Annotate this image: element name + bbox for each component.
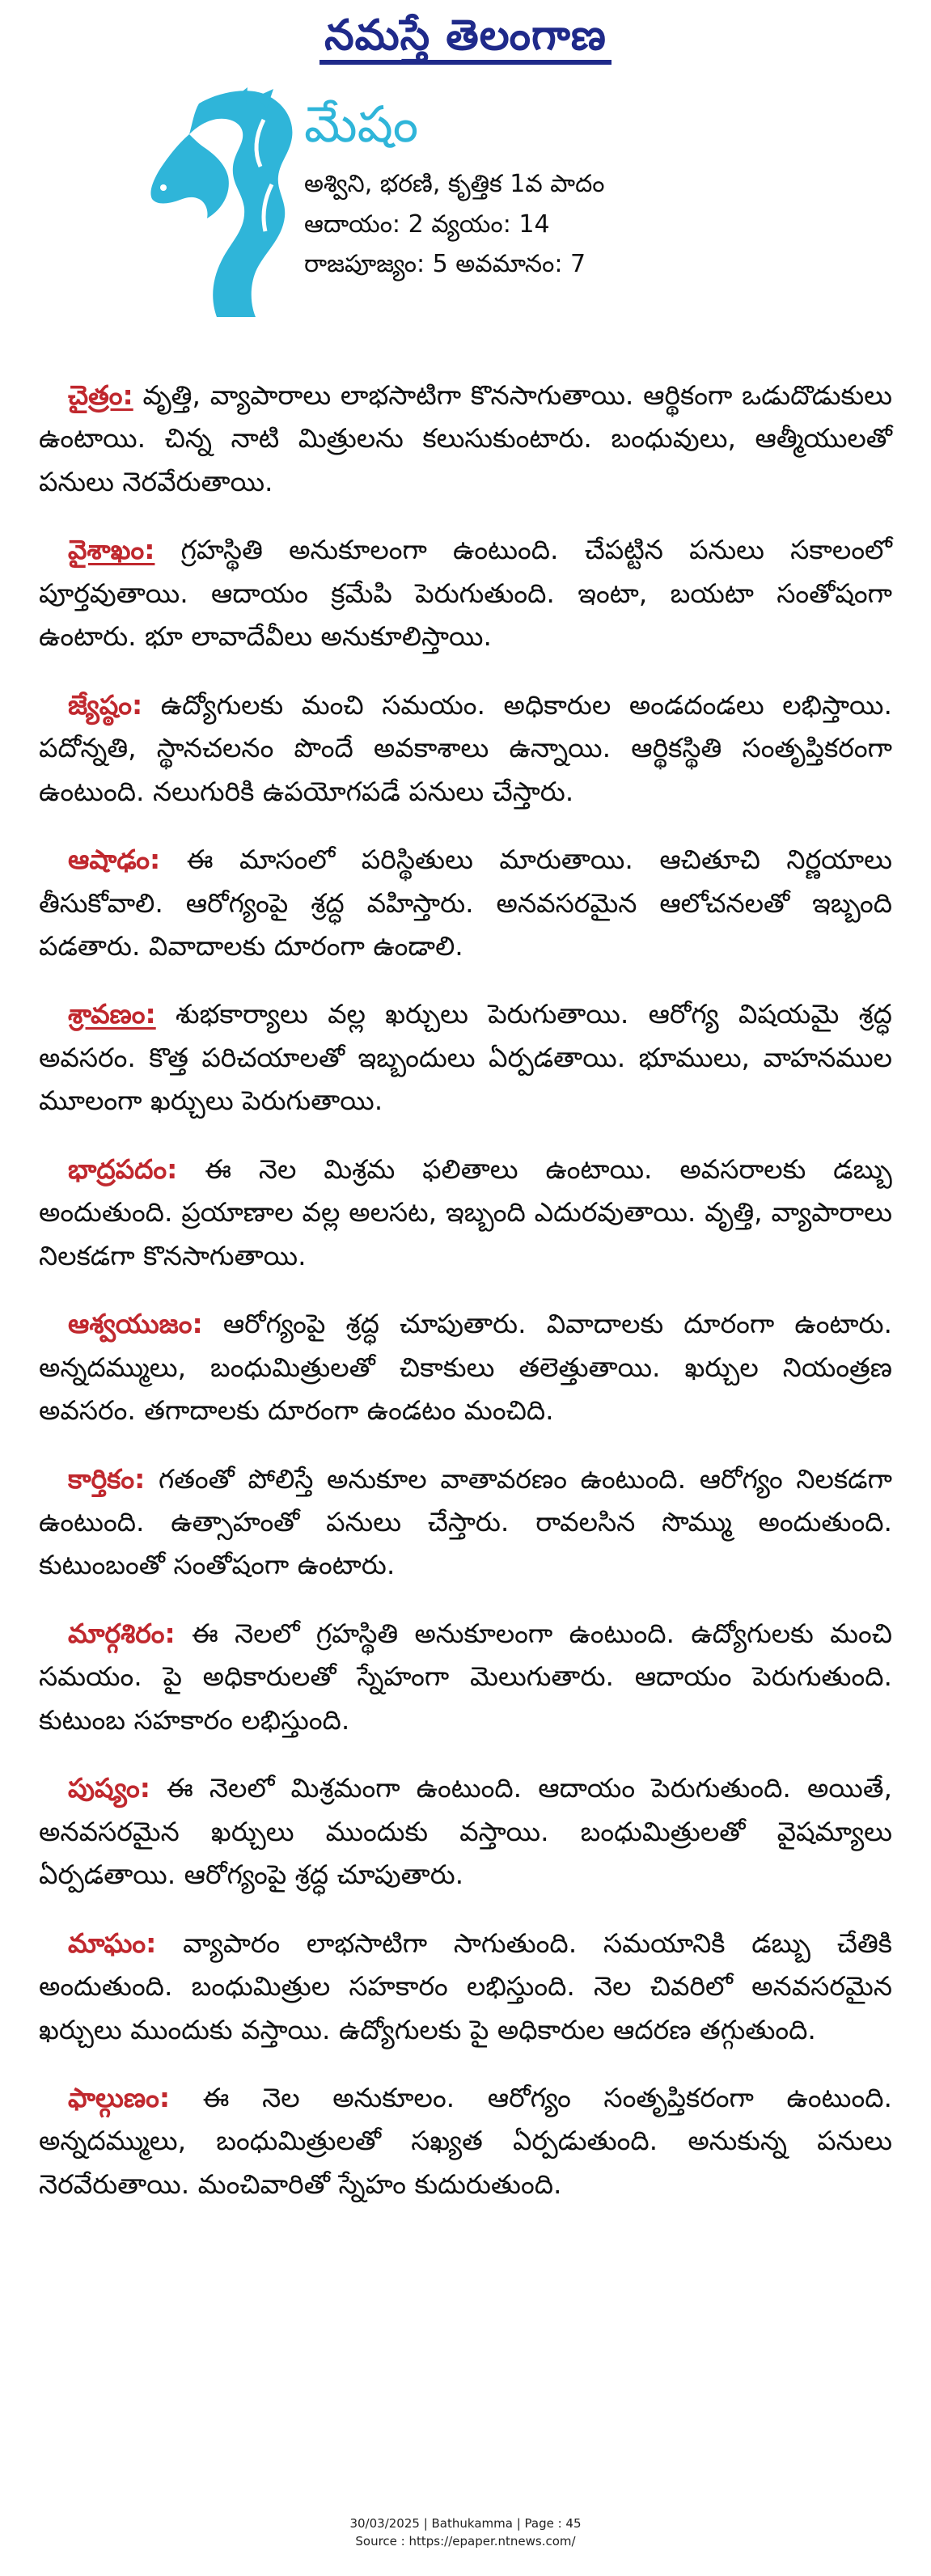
honor-insult-line: రాజపూజ్యం: 5 అవమానం: 7 (304, 250, 586, 279)
month-label: కార్తికం: (68, 1462, 146, 1495)
month-label: శ్రావణం: (68, 998, 156, 1030)
month-text: ఈ నెల అనుకూలం. ఆరోగ్యం సంతృప్తికరంగా ఉంటుంది. అన్నదమ్ములు, బంధుమిత్రులతో సఖ్యత ఏర్పడుతుంది. అనుకున్న పనులు నెరవేరుతాయి. మంచివారితో స్నేహం కుదురుతుంది. (39, 2081, 892, 2200)
masthead (0, 0, 931, 78)
month-text: గ్రహస్థితి అనుకూలంగా ఉంటుంది. చేపట్టిన పనులు సకాలంలో పూర్తవుతాయి. ఆదాయం క్రమేపి పెరుగుతుంది. ఇంటా, బయటా సంతోషంగా ఉంటారు. భూ లావాదేవీలు అనుకూలిస్తాయి. (39, 534, 893, 653)
month-paragraph-margashiram (39, 1612, 892, 1741)
month-paragraph-ashadham (39, 838, 892, 967)
month-text: ఉద్యోగులకు మంచి సమయం. అధికారుల అండదండలు లభిస్తాయి. పదోన్నతి, స్థానచలనం పొందే అవకాశాలు ఉన్నాయి. ఆర్థికస్థితి సంతృప్తికరంగా ఉంటుంది. నలుగురికి ఉపయోగపడే పనులు చేస్తారు. (39, 688, 892, 807)
month-paragraph-shravanam (39, 992, 892, 1122)
month-text: ఈ నెలలో మిశ్రమంగా ఉంటుంది. ఆదాయం పెరుగుతుంది. అయితే, అనవసరమైన ఖర్చులు ముందుకు వస్తాయి. బంధుమిత్రులతో వైషమ్యాలు ఏర్పడతాయి. ఆరోగ్యంపై శ్రద్ధ చూపుతారు. (39, 1772, 892, 1891)
month-label: జ్యేష్ఠం: (68, 688, 143, 721)
month-paragraph-phalgunam (39, 2076, 892, 2206)
month-paragraph-karthikam (39, 1457, 892, 1587)
horse-head-icon (142, 87, 304, 322)
month-paragraph-pushyam (39, 1766, 892, 1896)
zodiac-sign-title: మేషం (304, 95, 419, 154)
page-footer (0, 2515, 931, 2551)
month-text: వ్యాపారం లాభసాటిగా సాగుతుంది. సమయానికి డబ్బు చేతికి అందుతుంది. బంధుమిత్రుల సహకారం లభిస్తుంది. నెల చివరిలో అనవసరమైన ఖర్చులు ముందుకు వస్తాయి. ఉద్యోగులకు పై అధికారుల ఆదరణ తగ్గుతుంది. (39, 1927, 892, 2045)
month-label: ఆశ్వయుజం: (68, 1308, 203, 1340)
month-label: వైశాఖం: (68, 534, 155, 566)
month-paragraph-chaitram (39, 374, 892, 503)
month-text: శుభకార్యాలు వల్ల ఖర్చులు పెరుగుతాయి. ఆరోగ్య విషయమై శ్రద్ధ అవసరం. కొత్త పరిచయాలతో ఇబ్బందులు ఏర్పడతాయి. భూములు, వాహనముల మూలంగా ఖర్చులు పెరుగుతాయి. (39, 998, 892, 1117)
month-label: పుష్యం: (68, 1772, 150, 1804)
month-text: ఆరోగ్యంపై శ్రద్ధ చూపుతారు. వివాదాలకు దూరంగా ఉంటారు. అన్నదమ్ములు, బంధుమిత్రులతో చికాకులు తలెత్తుతాయి. ఖర్చుల నియంత్రణ అవసరం. తగాదాలకు దూరంగా ఉండటం మంచిది. (39, 1308, 892, 1427)
income-expense-line: ఆదాయం: 2 వ్యయం: 14 (304, 209, 550, 239)
footer-date-page: 30/03/2025 | Bathukamma | Page : 45 (349, 2516, 582, 2531)
zodiac-header (142, 87, 773, 330)
monthly-predictions (39, 374, 892, 2231)
nakshatra-line: అశ్విని, భరణి, కృత్తిక 1వ పాదం (304, 170, 605, 199)
newspaper-logo-title: నమస్తే తెలంగాణ (320, 13, 611, 64)
month-label: చైత్రం: (68, 379, 133, 411)
month-text: ఈ నెలలో గ్రహస్థితి అనుకూలంగా ఉంటుంది. ఉద్యోగులకు మంచి సమయం. పై అధికారులతో స్నేహంగా మెలుగుతారు. ఆదాయం పెరుగుతుంది. కుటుంబ సహకారం లభిస్తుంది. (39, 1617, 892, 1736)
footer-source: Source : https://epaper.ntnews.com/ (355, 2533, 576, 2549)
sign-details (304, 95, 757, 285)
month-label: భాద్రపదం: (68, 1153, 178, 1185)
month-label: ఆషాఢం: (68, 844, 161, 876)
month-paragraph-bhadrapadam (39, 1148, 892, 1277)
month-label: ఫాల్గుణం: (68, 2081, 171, 2113)
month-paragraph-ashwayujam (39, 1302, 892, 1432)
month-paragraph-jyeshtham (39, 683, 892, 813)
month-text: గతంతో పోలిస్తే అనుకూల వాతావరణం ఉంటుంది. ఆరోగ్యం నిలకడగా ఉంటుంది. ఉత్సాహంతో పనులు చేస్తారు. రావలసిన సొమ్ము అందుతుంది. కుటుంబంతో సంతోషంగా ఉంటారు. (39, 1462, 892, 1581)
month-text: ఈ నెల మిశ్రమ ఫలితాలు ఉంటాయి. అవసరాలకు డబ్బు అందుతుంది. ప్రయాణాల వల్ల అలసట, ఇబ్బంది ఎదురవుతాయి. వృత్తి, వ్యాపారాలు నిలకడగా కొనసాగుతాయి. (39, 1153, 892, 1271)
month-label: మార్గశిరం: (68, 1617, 176, 1649)
month-label: మాఘం: (68, 1927, 157, 1959)
month-paragraph-magham (39, 1922, 892, 2051)
month-paragraph-vaishakham (39, 528, 892, 658)
month-text: ఈ మాసంలో పరిస్థితులు మారుతాయి. ఆచితూచి నిర్ణయాలు తీసుకోవాలి. ఆరోగ్యంపై శ్రద్ధ వహిస్తారు. అనవసరమైన ఆలోచనలతో ఇబ్బంది పడతారు. వివాదాలకు దూరంగా ఉండాలి. (39, 844, 892, 962)
month-text: వృత్తి, వ్యాపారాలు లాభసాటిగా కొనసాగుతాయి. ఆర్థికంగా ఒడుదొడుకులు ఉంటాయి. చిన్న నాటి మిత్రులను కలుసుకుంటారు. బంధువులు, ఆత్మీయులతో పనులు నెరవేరుతాయి. (39, 379, 892, 497)
